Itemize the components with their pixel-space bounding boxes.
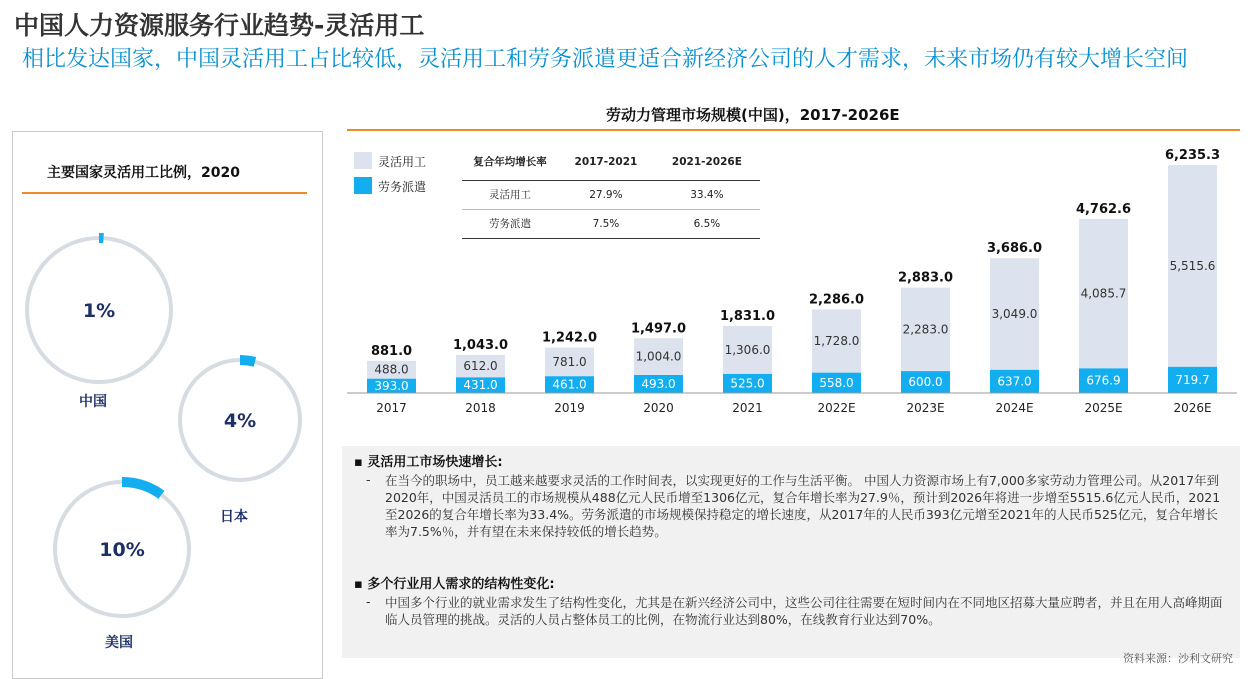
x-tick-label: 2022E — [817, 401, 856, 415]
dash-1: - — [366, 472, 371, 487]
ring-percent-label: 10% — [99, 539, 145, 561]
page-subtitle: 相比发达国家，中国灵活用工占比较低，灵活用工和劳务派遣更适合新经济公司的人才需求，未来市场仍有较大增长空间 — [22, 47, 1189, 72]
data-label-total: 4,762.6 — [1075, 201, 1132, 217]
data-label-total: 881.0 — [370, 343, 413, 359]
x-tick-label: 2017 — [376, 401, 407, 415]
data-label-dispatch: 525.0 — [730, 376, 765, 391]
source-note: 资料来源：沙利文研究 — [1123, 652, 1233, 665]
legend-label-dispatch: 劳务派遣 — [378, 180, 427, 194]
data-label-total: 2,286.0 — [808, 292, 865, 308]
cagr-cell: 33.4% — [654, 180, 760, 209]
heading-flexible-growth: ▪ 灵活用工市场快速增长: — [354, 455, 503, 470]
data-label-flexible: 781.0 — [552, 354, 587, 369]
country-label-usa: 美国 — [105, 635, 133, 651]
country-label-japan: 日本 — [220, 509, 248, 525]
data-label-total: 6,235.3 — [1164, 148, 1221, 163]
data-label-dispatch: 558.0 — [819, 375, 854, 390]
cagr-header-period1: 2017-2021 — [558, 144, 654, 180]
cagr-header-period2: 2021-2026E — [654, 144, 760, 180]
data-label-total: 1,497.0 — [630, 321, 687, 337]
data-label-dispatch: 600.0 — [908, 375, 943, 390]
data-label-flexible: 1,728.0 — [813, 334, 860, 349]
legend-label-flexible: 灵活用工 — [378, 155, 427, 169]
ring-value-arc-美国 — [122, 482, 161, 495]
data-label-total: 1,043.0 — [452, 337, 509, 353]
ring-percent-label: 4% — [223, 410, 257, 432]
data-label-dispatch: 493.0 — [641, 376, 676, 391]
x-tick-label: 2023E — [906, 401, 945, 415]
ring-value-arc-日本 — [240, 360, 255, 362]
x-tick-label: 2024E — [995, 401, 1034, 415]
data-label-dispatch: 461.0 — [552, 377, 587, 392]
cagr-cell: 6.5% — [654, 209, 760, 238]
data-label-flexible: 4,085.7 — [1080, 286, 1127, 301]
data-label-dispatch: 676.9 — [1086, 373, 1121, 388]
heading-structural-change: ▪ 多个行业用人需求的结构性变化: — [354, 577, 555, 592]
data-label-dispatch: 393.0 — [374, 378, 409, 393]
x-tick-label: 2021 — [732, 401, 763, 415]
heading-flexible-growth-text: 灵活用工市场快速增长: — [367, 455, 503, 470]
paragraph-flexible-growth: 在当今的职场中，员工越来越要求灵活的工作时间表，以实现更好的工作与生活平衡。 中国人力资源市场上有7,000多家劳动力管理公司。从2017年到2020年，中国灵活员工的市场规模从488亿元人民币增至1306亿元，复合年增长率为27.9％，预计到2026年将进一步增至5515.6亿元人民币，2021至2026的复合年增长率为33.4%。劳务派遣的市场规模保持稳定的增长速度，从2017年的人民币393亿元增至2021年的人民币525亿元，复合年增长率为7.5%％，并有望在未来保持较低的增长趋势。 — [385, 473, 1221, 539]
cagr-cell: 灵活用工 — [462, 180, 558, 209]
data-label-dispatch: 431.0 — [463, 378, 498, 393]
cagr-header-metric: 复合年均增长率 — [462, 144, 558, 180]
data-label-flexible: 1,004.0 — [635, 349, 682, 364]
paragraph-structural-change: 中国多个行业的就业需求发生了结构性变化，尤其是在新兴经济公司中，这些公司往往需要在短时间内在不同地区招募大量应聘者，并且在用人高峰期面临人员管理的挑战。灵活的人员占整体员工的比例，在物流行业达到80%，在线教育行业达到70%。 — [385, 595, 1223, 627]
data-label-total: 2,883.0 — [897, 270, 954, 286]
bar-chart-title: 劳动力管理市场规模(中国)，2017-2026E — [606, 106, 900, 124]
ring-percent-label: 1% — [82, 300, 116, 322]
x-tick-label: 2018 — [465, 401, 496, 415]
cagr-cell: 7.5% — [558, 209, 654, 238]
data-label-dispatch: 719.7 — [1175, 372, 1210, 387]
data-label-total: 1,831.0 — [719, 309, 776, 325]
dash-2: - — [366, 594, 371, 609]
data-label-flexible: 2,283.0 — [902, 322, 949, 337]
x-tick-label: 2019 — [554, 401, 585, 415]
heading-structural-change-text: 多个行业用人需求的结构性变化: — [367, 577, 555, 592]
page-title: 中国人力资源服务行业趋势-灵活用工 — [14, 11, 425, 40]
data-label-flexible: 3,049.0 — [991, 306, 1038, 321]
cagr-cell: 劳务派遣 — [462, 209, 558, 238]
x-tick-label: 2025E — [1084, 401, 1123, 415]
data-label-flexible: 5,515.6 — [1169, 258, 1216, 273]
data-label-flexible: 612.0 — [463, 359, 498, 374]
country-label-china: 中国 — [79, 394, 107, 410]
data-label-flexible: 488.0 — [374, 362, 409, 377]
data-label-total: 3,686.0 — [986, 241, 1043, 257]
country-ratio-title: 主要国家灵活用工比例，2020 — [47, 165, 240, 181]
data-label-total: 1,242.0 — [541, 330, 598, 346]
cagr-cell: 27.9% — [558, 180, 654, 209]
x-tick-label: 2020 — [643, 401, 674, 415]
data-label-flexible: 1,306.0 — [724, 342, 771, 357]
x-tick-label: 2026E — [1173, 401, 1212, 415]
data-label-dispatch: 637.0 — [997, 374, 1032, 389]
